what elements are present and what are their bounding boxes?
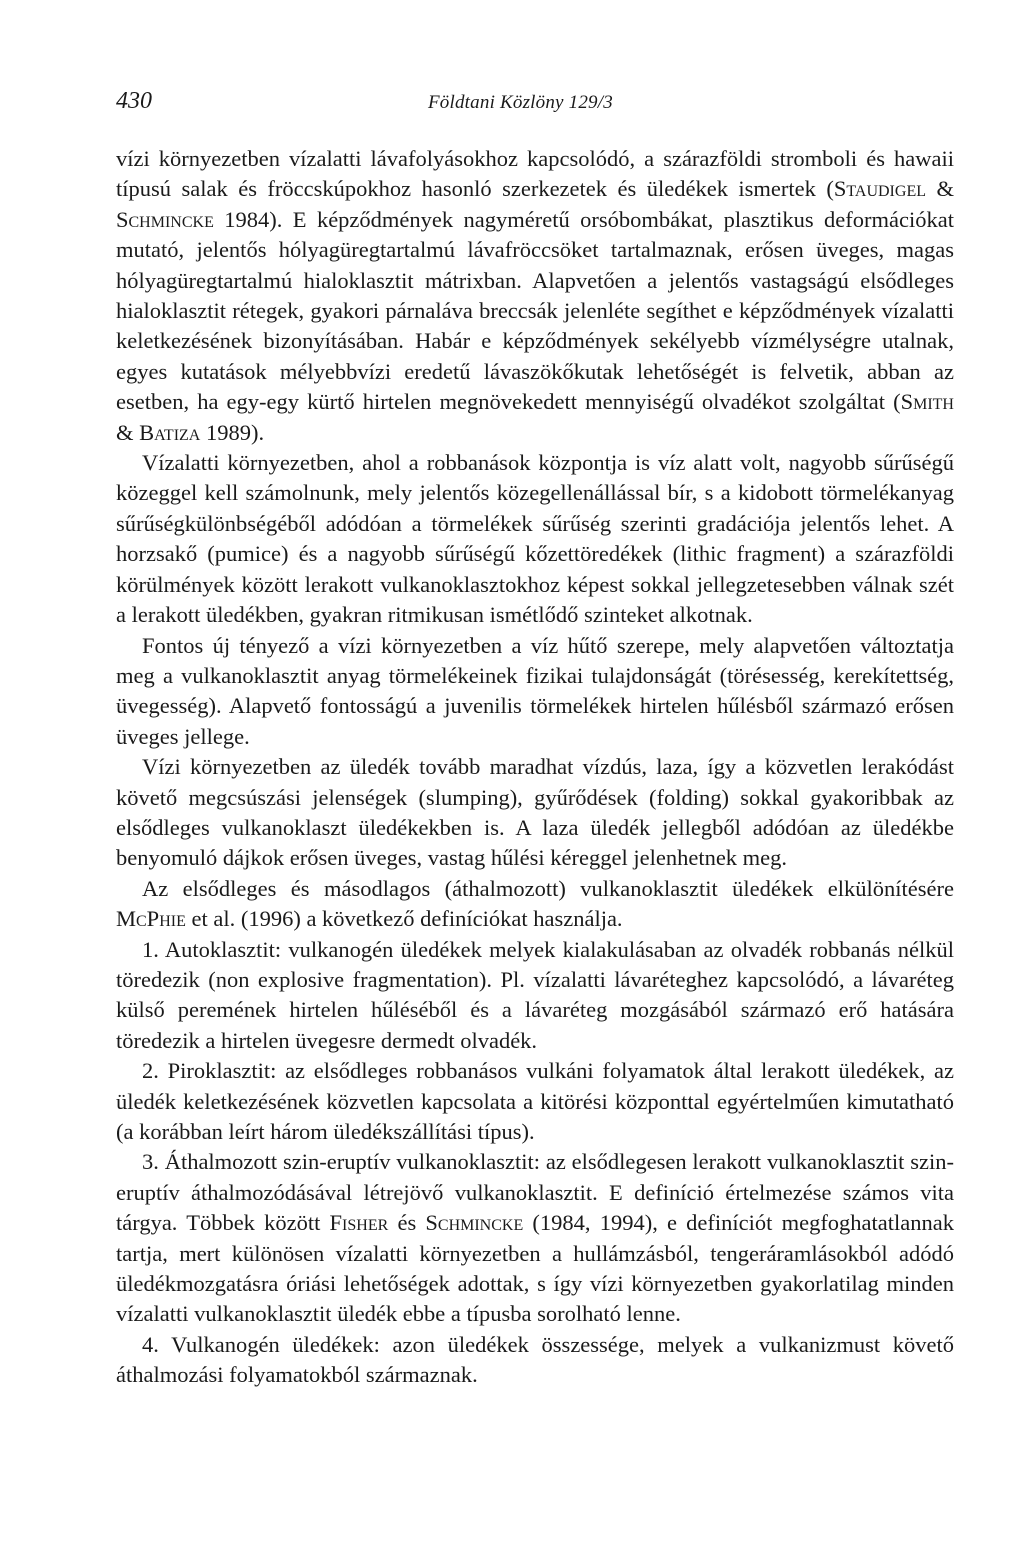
paragraph-4: Vízi környezetben az üledék tovább maradhat vízdús, laza, így a közvetlen lerakódást követő megcsúszási jelenségek (slumping), gyűrődések (folding) sokkal gyakoribbak az elsődleges vulkanoklaszt üledékekben is. A laza üledék jellegből adódóan az üledékbe benyomuló dájkok erősen üveges, vastag hűlési kéreggel jelenhetnek meg. <box>116 754 954 871</box>
text-run: (1984, 1994), e definíciót megfoghatatlannak tartja, mert különösen vízalatti környezetben a hullámzásból, tengeráramlásokból adódó üledékmozgatásra óriási lehetőségek adottak, s így vízi környezetben gyakorlatilag minden vízalatti vulkanoklasztit üledék ebbe a típusba sorolható lenne. <box>116 1210 955 1327</box>
definition-item-1: 1. Autoklasztit: vulkanogén üledékek melyek kialakulásaban az olvadék robbanás nélkül töredezik (non explosive fragmentation). Pl. vízalatti lávaréteghez kapcsolódó, a lávaréteg külső peremének hirtelen hűléséből és a lávaréteg mozgásából származó erő hatására töredezik a hirtelen üvegesre dermedt olvadék. <box>116 936 954 1053</box>
definition-item-3 <box>116 1147 954 1329</box>
body-text <box>116 144 954 1391</box>
text-run: és <box>388 1210 426 1236</box>
paragraph-2: Vízalatti környezetben, ahol a robbanások központja is víz alatt volt, nagyobb sűrűségű közeggel kell számolnunk, mely jelentős közegellenállással bír, s a kidobott törmelékanyag sűrűségkülönbségéből adódóan a törmelékek sűrűség szerinti gradációja jelentős lehet. A horzsakő (pumice) és a nagyobb sűrűségű kőzettöredékek (lithic fragment) a szárazföldi körülmények között lerakott vulkanoklasztokhoz képest sokkal jellegzetesebben válnak szét a lerakott üledékben, gyakran ritmikusan ismétlődő szinteket alkotnak. <box>116 450 954 628</box>
text-run: & <box>926 176 954 202</box>
citation-author: Batiza <box>139 419 201 445</box>
definition-item-2: 2. Piroklasztit: az elsődleges robbanásos vulkáni folyamatok által lerakott üledékek, az üledék keletkezésének közvetlen kapcsolata a kitörési központtal egyértelműen kimutatható (a korábban leírt három üledékszállítási típus). <box>116 1058 954 1144</box>
text-run: 1984). E képződmények nagyméretű orsóbombákat, plasztikus deformációkat mutató, jelentős hólyagüregtartalmú lávafröccsöket tartalmaznak, erősen üveges, magas hólyagüregtartalmú hialoklasztit mátrixban. Alapvetően a jelentős vastagságú elsődleges hialoklasztit rétegek, gyakori párnaláva breccsák jelenléte segíthet e képződmények vízalatti keletkezésének bizonyításában. Habár e képződmények sekélyebb vízmélységre utalnak, egyes kutatások mélyebbvízi eredetű lávaszökőkutak lehetőségét is felvetik, abban az esetben, ha egy-egy kürtő hirtelen megnövekedett mennyiségű olvadékot szolgáltat ( <box>116 206 954 415</box>
paragraph-5 <box>116 874 954 935</box>
running-header <box>116 88 954 122</box>
text-run: 3. Áthalmozott szin-eruptív vulkanoklasztit: az elsődlegesen lerakott vulkanoklasztit szin-eruptív áthalmozódásával létrejövő vulkanoklasztit. E definíció értelmezése számos vita tárgya. Többek között <box>116 1149 954 1236</box>
paragraph-1 <box>116 144 954 448</box>
paragraph-3: Fontos új tényező a vízi környezetben a víz hűtő szerepe, mely alapvetően változtatja meg a vulkanoklasztit anyag törmelékeinek fizikai tulajdonságát (törésesség, kerekítettség, üvegesség). Alapvető fontosságú a juvenilis törmelékek hirtelen hűlésből származó erősen üveges jellege. <box>116 632 954 749</box>
citation-author: Fisher <box>329 1210 389 1236</box>
text-run: et al. (1996) a következő definíciókat használja. <box>185 906 623 932</box>
text-run: vízi környezetben vízalatti lávafolyásokhoz kapcsolódó, a szárazföldi stromboli és hawaii típusú salak és fröccskúpokhoz hasonló szerkezetek és üledékek ismertek ( <box>116 146 954 202</box>
citation-author: Schmincke <box>116 206 214 232</box>
journal-title: Földtani Közlöny 129/3 <box>428 92 613 113</box>
citation-author: Schmincke <box>425 1210 524 1236</box>
text-run: 1989). <box>200 419 265 445</box>
citation-author: Staudigel <box>833 176 926 202</box>
citation-author: McPhie <box>116 906 186 932</box>
text-run: & <box>116 419 140 445</box>
text-run: Az elsődleges és másodlagos (áthalmozott) vulkanoklasztit üledékek elkülönítésére <box>142 875 954 901</box>
definition-item-4: 4. Vulkanogén üledékek: azon üledékek összessége, melyek a vulkanizmust követő áthalmozási folyamatokból származnak. <box>116 1331 954 1388</box>
page-number: 430 <box>116 88 152 114</box>
citation-author: Smith <box>900 389 954 415</box>
document-page <box>116 88 954 1391</box>
